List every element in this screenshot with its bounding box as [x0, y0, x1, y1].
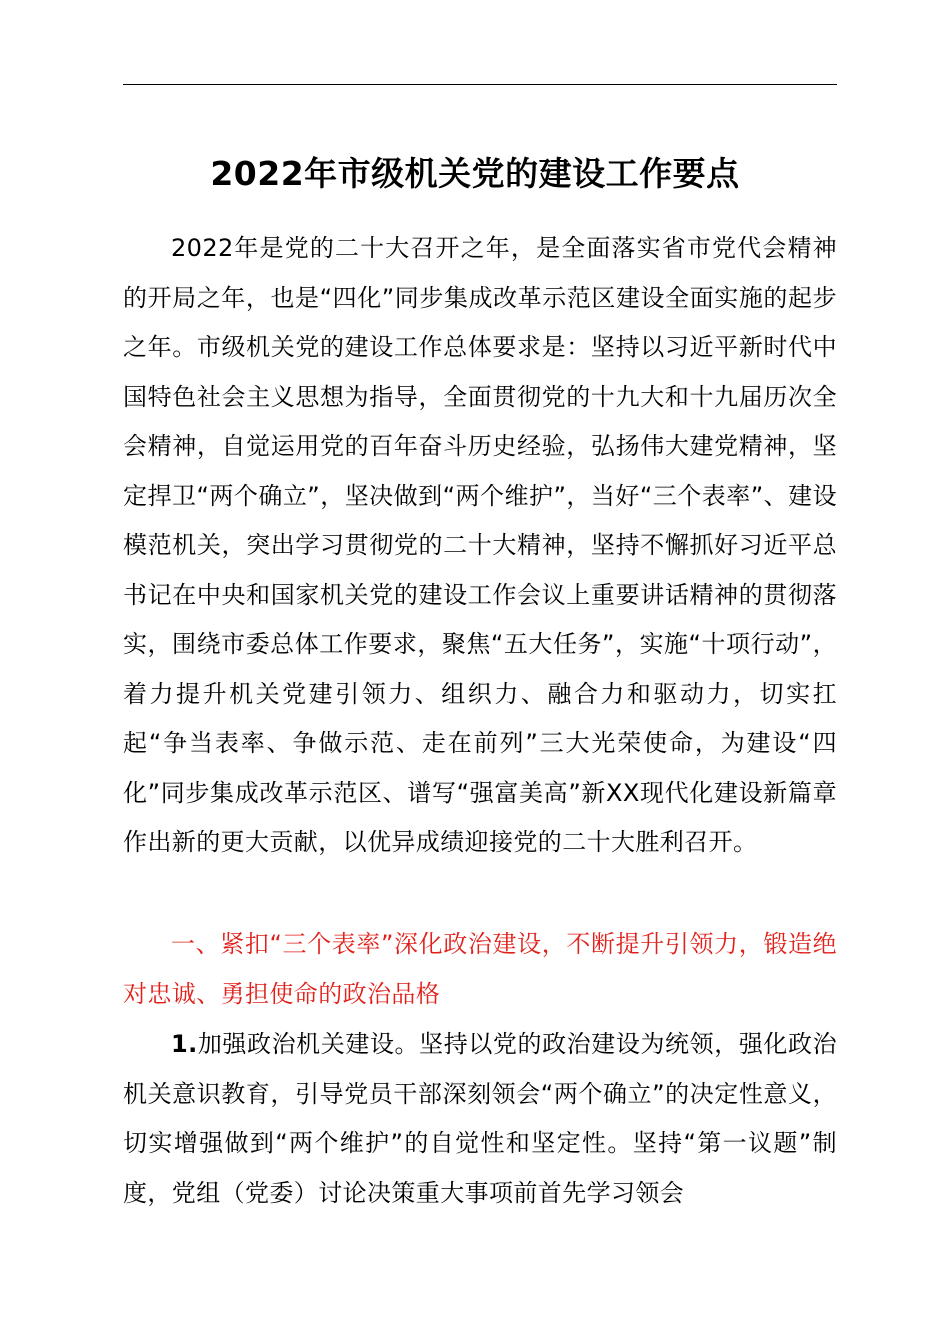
document-title: 2022年市级机关党的建设工作要点 — [210, 154, 740, 193]
item-text: 加强政治机关建设。坚持以党的政治建设为统领，强化政治机关意识教育，引导党员干部深刻领会“两个确立”的决定性意义，切实增强做到“两个维护”的自觉性和坚定性。坚持“第一议题”制度，党组（党委）讨论决策重大事项前首先学习领会 — [123, 1030, 837, 1207]
intro-paragraph: 2022年是党的二十大召开之年，是全面落实省市党代会精神的开局之年，也是“四化”同步集成改革示范区建设全面实施的起步之年。市级机关党的建设工作总体要求是：坚持以习近平新时代中国特色社会主义思想为指导，全面贯彻党的十九大和十九届历次全会精神，自觉运用党的百年奋斗历史经验，弘扬伟大建党精神，坚定捍卫“两个确立”，坚决做到“两个维护”，当好“三个表率”、建设模范机关，突出学习贯彻党的二十大精神，坚持不懈抓好习近平总书记在中央和国家机关党的建设工作会议上重要讲话精神的贯彻落实，围绕市委总体工作要求，聚焦“五大任务”，实施“十项行动”，着力提升机关党建引领力、组织力、融合力和驱动力，切实扛起“争当表率、争做示范、走在前列”三大光荣使命，为建设“四化”同步集成改革示范区、谱写“强富美高”新XX现代化建设新篇章作出新的更大贡献，以优异成绩迎接党的二十大胜利召开。 — [123, 234, 837, 856]
section-1-item-1 — [123, 1020, 837, 1218]
section-heading-1: 一、紧扣“三个表率”深化政治建设，不断提升引领力，锻造绝对忠诚、勇担使命的政治品格 — [123, 930, 837, 1008]
item-number: 1. — [171, 1030, 198, 1058]
header-rule — [123, 84, 837, 85]
